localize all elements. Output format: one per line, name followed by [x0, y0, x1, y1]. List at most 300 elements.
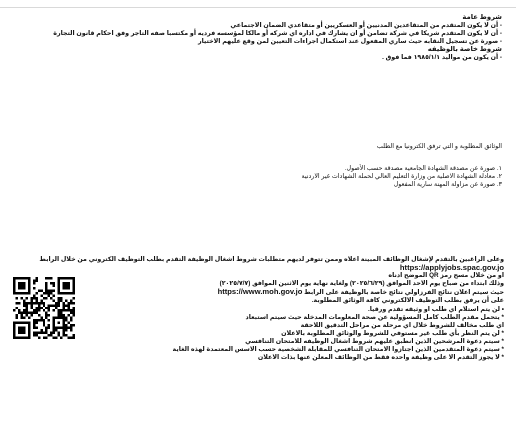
- qr-module: [65, 299, 67, 301]
- qr-module: [65, 284, 67, 286]
- qr-module: [40, 302, 42, 304]
- qr-module: [43, 322, 45, 324]
- qr-module: [13, 322, 15, 324]
- qr-module: [65, 319, 67, 321]
- qr-module: [65, 334, 67, 336]
- qr-module: [65, 309, 67, 311]
- qr-module: [35, 327, 37, 329]
- apply-attach-line: على أن يرفق بطلب التوظيف الالكتروني كافة الوثائق المطلوبة.: [311, 297, 504, 305]
- qr-module: [48, 327, 50, 329]
- qr-module: [38, 307, 40, 309]
- qr-module: [58, 304, 60, 306]
- qr-module: [65, 282, 67, 284]
- special-condition-line: - أن يكون من مواليد ١٩٨٥/١/١ فما فوق .: [382, 54, 502, 62]
- qr-module: [60, 314, 62, 316]
- qr-module: [50, 289, 52, 291]
- qr-module: [50, 332, 52, 334]
- qr-module: [23, 302, 25, 304]
- qr-module: [68, 337, 70, 339]
- qr-module: [38, 304, 40, 306]
- qr-module: [18, 309, 20, 311]
- qr-module: [20, 287, 22, 289]
- apply-bullet: * سيتم دعوة المرشحين الذين انطبق عليهم شروط اشغال الوظيفه للامتحان التنافسي: [245, 337, 504, 345]
- qr-module: [38, 314, 40, 316]
- qr-module: [55, 317, 57, 319]
- qr-module: [18, 282, 20, 284]
- qr-module: [23, 282, 25, 284]
- qr-module: [70, 277, 72, 279]
- qr-module: [53, 337, 55, 339]
- qr-module: [25, 297, 27, 299]
- qr-module: [30, 307, 32, 309]
- qr-module: [33, 319, 35, 321]
- qr-module: [63, 284, 65, 286]
- qr-module: [23, 284, 25, 286]
- qr-module: [30, 299, 32, 301]
- qr-module: [28, 289, 30, 291]
- qr-module: [70, 292, 72, 294]
- qr-module: [13, 334, 15, 336]
- qr-module: [13, 329, 15, 331]
- qr-module: [45, 312, 47, 314]
- qr-module: [13, 337, 15, 339]
- qr-module: [50, 297, 52, 299]
- qr-module: [58, 302, 60, 304]
- qr-module: [65, 329, 67, 331]
- qr-module: [60, 277, 62, 279]
- qr-module: [13, 282, 15, 284]
- qr-module: [45, 332, 47, 334]
- qr-module: [25, 314, 27, 316]
- qr-module: [13, 292, 15, 294]
- qr-module: [23, 337, 25, 339]
- qr-module: [63, 277, 65, 279]
- apply-bullet: • لن يتم استلام اي طلب او وثيقه تقدم ورقيا.: [367, 305, 504, 313]
- qr-module: [58, 317, 60, 319]
- qr-module: [63, 332, 65, 334]
- qr-module: [20, 317, 22, 319]
- qr-module: [35, 279, 37, 281]
- qr-module: [60, 317, 62, 319]
- qr-module: [40, 299, 42, 301]
- qr-module: [73, 302, 75, 304]
- qr-module: [53, 329, 55, 331]
- qr-module: [53, 309, 55, 311]
- qr-module: [70, 312, 72, 314]
- qr-module: [48, 309, 50, 311]
- qr-module: [48, 324, 50, 326]
- qr-module: [40, 307, 42, 309]
- qr-module: [58, 299, 60, 301]
- qr-module: [45, 287, 47, 289]
- qr-module: [65, 327, 67, 329]
- qr-code-icon[interactable]: [13, 277, 75, 339]
- qr-module: [70, 302, 72, 304]
- qr-module: [58, 289, 60, 291]
- qr-module: [38, 289, 40, 291]
- qr-module: [60, 337, 62, 339]
- qr-module: [18, 302, 20, 304]
- qr-module: [15, 297, 17, 299]
- qr-module: [70, 317, 72, 319]
- qr-module: [13, 287, 15, 289]
- qr-module: [18, 292, 20, 294]
- qr-module: [48, 304, 50, 306]
- qr-module: [60, 309, 62, 311]
- qr-module: [73, 337, 75, 339]
- qr-module: [45, 307, 47, 309]
- qr-module: [43, 324, 45, 326]
- qr-module: [35, 309, 37, 311]
- qr-module: [15, 307, 17, 309]
- documents-list: [12, 165, 502, 189]
- qr-module: [73, 289, 75, 291]
- qr-module: [35, 312, 37, 314]
- qr-module: [63, 287, 65, 289]
- qr-module: [63, 324, 65, 326]
- qr-module: [58, 287, 60, 289]
- qr-module: [28, 302, 30, 304]
- qr-module: [30, 314, 32, 316]
- qr-module: [18, 277, 20, 279]
- qr-module: [40, 332, 42, 334]
- qr-module: [18, 322, 20, 324]
- apply-qr-line: او من خلال مسح رمز QR الموضح ادناه: [388, 272, 504, 280]
- qr-module: [20, 314, 22, 316]
- qr-module: [68, 282, 70, 284]
- qr-module: [73, 284, 75, 286]
- qr-module: [18, 327, 20, 329]
- qr-module: [23, 292, 25, 294]
- qr-module: [48, 307, 50, 309]
- qr-module: [70, 329, 72, 331]
- qr-module: [25, 337, 27, 339]
- qr-module: [33, 294, 35, 296]
- qr-module: [58, 312, 60, 314]
- qr-module: [55, 307, 57, 309]
- qr-module: [60, 299, 62, 301]
- special-conditions-title: شروط خاصة بالوظيفه: [427, 46, 502, 54]
- qr-module: [23, 277, 25, 279]
- document-item: ٢. معادلة الشهادة الاصلية من وزارة التعليم العالي لحملة الشهادات غير الاردنية: [301, 173, 502, 181]
- qr-module: [38, 302, 40, 304]
- apply-dates-line: وذلك ابتداء من صباح يوم الاحد الموافق (٢٠٢٥/٦/٢٩) ولغاية نهاية يوم الاثنين الموافق (٢٠٢٥/٧/٧): [219, 280, 504, 288]
- qr-module: [35, 307, 37, 309]
- qr-module: [60, 297, 62, 299]
- qr-module: [25, 309, 27, 311]
- qr-module: [55, 304, 57, 306]
- qr-module: [53, 282, 55, 284]
- qr-module: [68, 277, 70, 279]
- qr-module: [45, 277, 47, 279]
- qr-module: [35, 292, 37, 294]
- qr-module: [58, 277, 60, 279]
- qr-module: [30, 312, 32, 314]
- qr-module: [58, 292, 60, 294]
- qr-module: [28, 327, 30, 329]
- qr-module: [65, 277, 67, 279]
- qr-module: [28, 292, 30, 294]
- qr-module: [25, 307, 27, 309]
- qr-module: [73, 307, 75, 309]
- qr-module: [33, 327, 35, 329]
- qr-module: [35, 319, 37, 321]
- qr-module: [63, 322, 65, 324]
- qr-module: [70, 324, 72, 326]
- qr-module: [58, 314, 60, 316]
- qr-module: [23, 327, 25, 329]
- qr-module: [53, 284, 55, 286]
- qr-module: [68, 302, 70, 304]
- qr-module: [63, 329, 65, 331]
- qr-module: [28, 287, 30, 289]
- qr-module: [45, 282, 47, 284]
- general-conditions-section: [12, 14, 502, 63]
- qr-module: [13, 284, 15, 286]
- qr-module: [23, 332, 25, 334]
- qr-module: [48, 314, 50, 316]
- qr-module: [28, 282, 30, 284]
- qr-module: [45, 314, 47, 316]
- qr-module: [45, 289, 47, 291]
- qr-module: [48, 294, 50, 296]
- qr-module: [45, 327, 47, 329]
- qr-module: [35, 302, 37, 304]
- qr-module: [28, 284, 30, 286]
- qr-module: [33, 332, 35, 334]
- qr-module: [38, 337, 40, 339]
- qr-module: [25, 277, 27, 279]
- qr-module: [28, 324, 30, 326]
- qr-module: [15, 317, 17, 319]
- qr-module: [43, 292, 45, 294]
- qr-module: [43, 297, 45, 299]
- qr-module: [35, 322, 37, 324]
- qr-module: [55, 329, 57, 331]
- qr-module: [33, 312, 35, 314]
- qr-module: [55, 337, 57, 339]
- qr-module: [73, 314, 75, 316]
- qr-module: [28, 334, 30, 336]
- qr-module: [68, 287, 70, 289]
- qr-module: [33, 322, 35, 324]
- qr-module: [25, 312, 27, 314]
- qr-module: [20, 312, 22, 314]
- qr-module: [63, 307, 65, 309]
- qr-module: [63, 314, 65, 316]
- qr-module: [68, 322, 70, 324]
- qr-module: [73, 297, 75, 299]
- qr-module: [20, 322, 22, 324]
- qr-module: [28, 279, 30, 281]
- qr-module: [43, 309, 45, 311]
- qr-module: [25, 302, 27, 304]
- qr-module: [20, 297, 22, 299]
- general-condition-line: - صورة عن تسجيل النقابه حيث ساري المفعول عند استكمال اجراءات التعيين لمن وقع عليهم الاختيار: [197, 38, 502, 46]
- qr-module: [53, 322, 55, 324]
- qr-module: [38, 332, 40, 334]
- qr-module: [45, 292, 47, 294]
- top-divider: [0, 7, 516, 8]
- apply-bullet: * سيتم دعوة المتقدمين الذين اجتازوا الامتحان التنافسي للمقابلة الشخصية حسب الاسس المعتمدة لهذه الغاية: [172, 346, 504, 354]
- qr-module: [18, 312, 20, 314]
- qr-module: [18, 284, 20, 286]
- general-condition-line: - أن لا يكون المتقدم شريكا في شركة تضامن أو ان يشارك في اداره اي شركه أو مالكا لمؤسسه فرديه أو مكتسبا صفه التاجر وفق احكام قانون التجارة: [53, 30, 502, 38]
- apply-bullet: * لن يتم النظر بأي طلب غير مستوفي للشروط والوثائق المطلوبة بالاعلان: [281, 329, 504, 337]
- qr-module: [33, 282, 35, 284]
- qr-module: [58, 282, 60, 284]
- qr-module: [53, 299, 55, 301]
- qr-module: [53, 304, 55, 306]
- qr-module: [23, 299, 25, 301]
- qr-module: [28, 329, 30, 331]
- qr-module: [70, 299, 72, 301]
- qr-module: [60, 327, 62, 329]
- qr-module: [68, 327, 70, 329]
- qr-module: [45, 337, 47, 339]
- qr-module: [45, 317, 47, 319]
- qr-module: [63, 317, 65, 319]
- apply-bullet: * يتحمل مقدم الطلب كامل المسؤولية عن صحة المعلومات المدخلة حيث سيتم استبعاد: [245, 313, 504, 321]
- qr-module: [15, 292, 17, 294]
- qr-module: [63, 302, 65, 304]
- qr-module: [25, 322, 27, 324]
- qr-module: [65, 324, 67, 326]
- qr-module: [48, 289, 50, 291]
- qr-module: [30, 302, 32, 304]
- qr-module: [63, 319, 65, 321]
- qr-module: [33, 287, 35, 289]
- qr-module: [35, 277, 37, 279]
- qr-module: [65, 304, 67, 306]
- qr-module: [38, 319, 40, 321]
- qr-module: [53, 294, 55, 296]
- qr-module: [70, 327, 72, 329]
- qr-module: [45, 329, 47, 331]
- apply-jobs-link[interactable]: https://applyjobs.spac.gov.jo: [399, 263, 504, 273]
- qr-module: [33, 297, 35, 299]
- qr-module: [25, 304, 27, 306]
- moh-link[interactable]: https://www.moh.gov.jo: [217, 287, 303, 297]
- qr-module: [65, 317, 67, 319]
- qr-module: [68, 284, 70, 286]
- qr-module: [13, 332, 15, 334]
- qr-module: [73, 312, 75, 314]
- qr-module: [23, 309, 25, 311]
- document-item: ١. صورة عن مصدقة الشهادة الجامعية مصدقة حسب الأصول.: [344, 165, 502, 172]
- qr-module: [15, 337, 17, 339]
- qr-module: [70, 337, 72, 339]
- qr-module: [73, 292, 75, 294]
- qr-module: [33, 279, 35, 281]
- qr-module: [15, 302, 17, 304]
- qr-module: [15, 322, 17, 324]
- qr-module: [48, 319, 50, 321]
- qr-module: [35, 297, 37, 299]
- qr-module: [38, 309, 40, 311]
- qr-module: [68, 304, 70, 306]
- qr-module: [58, 332, 60, 334]
- qr-module: [70, 319, 72, 321]
- qr-module: [55, 327, 57, 329]
- qr-module: [58, 309, 60, 311]
- apply-bullet: * لا يجوز التقدم الا على وظيفة واحده فقط من الوظائف المعلن عنها بذات الاعلان: [257, 354, 504, 362]
- qr-module: [13, 324, 15, 326]
- apply-announce-text: حيث سيتم اعلان نتائج الفرزاولي نتائج خاصة بالوظيفة على الرابط: [304, 289, 504, 297]
- qr-module: [53, 332, 55, 334]
- qr-module: [35, 332, 37, 334]
- qr-module: [60, 312, 62, 314]
- qr-module: [73, 279, 75, 281]
- qr-module: [15, 314, 17, 316]
- qr-module: [50, 292, 52, 294]
- qr-module: [28, 322, 30, 324]
- qr-module: [68, 307, 70, 309]
- qr-module: [73, 324, 75, 326]
- qr-module: [13, 277, 15, 279]
- qr-module: [40, 289, 42, 291]
- qr-module: [68, 314, 70, 316]
- qr-module: [58, 334, 60, 336]
- qr-module: [33, 334, 35, 336]
- qr-module: [63, 309, 65, 311]
- qr-module: [28, 332, 30, 334]
- qr-module: [45, 297, 47, 299]
- qr-module: [48, 292, 50, 294]
- qr-module: [43, 337, 45, 339]
- qr-module: [68, 309, 70, 311]
- qr-module: [53, 327, 55, 329]
- apply-bullet: اي طلب مخالف للشروط خلال اي مرحلة من مراحل التدقيق اللاحقة: [300, 321, 504, 329]
- qr-module: [63, 304, 65, 306]
- qr-module: [53, 319, 55, 321]
- apply-intro: وعلى الراغبين بالتقدم لإشغال الوظائف المبينة اعلاه وممن تتوفر لديهم متطلبات شروط اشغال الوظيفة التقدم بطلب التوظيف الكتروني من خلال الرابط: [39, 256, 504, 263]
- qr-module: [58, 279, 60, 281]
- documents-title-section: [12, 143, 502, 151]
- qr-module: [28, 317, 30, 319]
- qr-module: [63, 327, 65, 329]
- qr-module: [18, 329, 20, 331]
- qr-module: [43, 304, 45, 306]
- qr-module: [28, 312, 30, 314]
- qr-module: [40, 294, 42, 296]
- qr-module: [33, 309, 35, 311]
- documents-title: الوثائق المطلوبة و التي ترفق الكترونيا مع الطلب: [376, 143, 502, 150]
- qr-module: [28, 337, 30, 339]
- qr-module: [33, 324, 35, 326]
- qr-module: [53, 289, 55, 291]
- qr-module: [40, 329, 42, 331]
- qr-module: [20, 284, 22, 286]
- qr-module: [20, 332, 22, 334]
- qr-module: [53, 317, 55, 319]
- document-item: ٣. صورة عن مزاولة المهنة سارية المفعول: [393, 181, 502, 189]
- application-section: [12, 256, 504, 362]
- qr-module: [50, 334, 52, 336]
- qr-module: [13, 309, 15, 311]
- qr-module: [15, 277, 17, 279]
- qr-module: [30, 304, 32, 306]
- qr-module: [50, 277, 52, 279]
- qr-module: [33, 302, 35, 304]
- qr-module: [73, 282, 75, 284]
- qr-module: [30, 297, 32, 299]
- qr-module: [45, 284, 47, 286]
- qr-module: [48, 334, 50, 336]
- qr-module: [43, 332, 45, 334]
- qr-module: [40, 317, 42, 319]
- qr-module: [58, 322, 60, 324]
